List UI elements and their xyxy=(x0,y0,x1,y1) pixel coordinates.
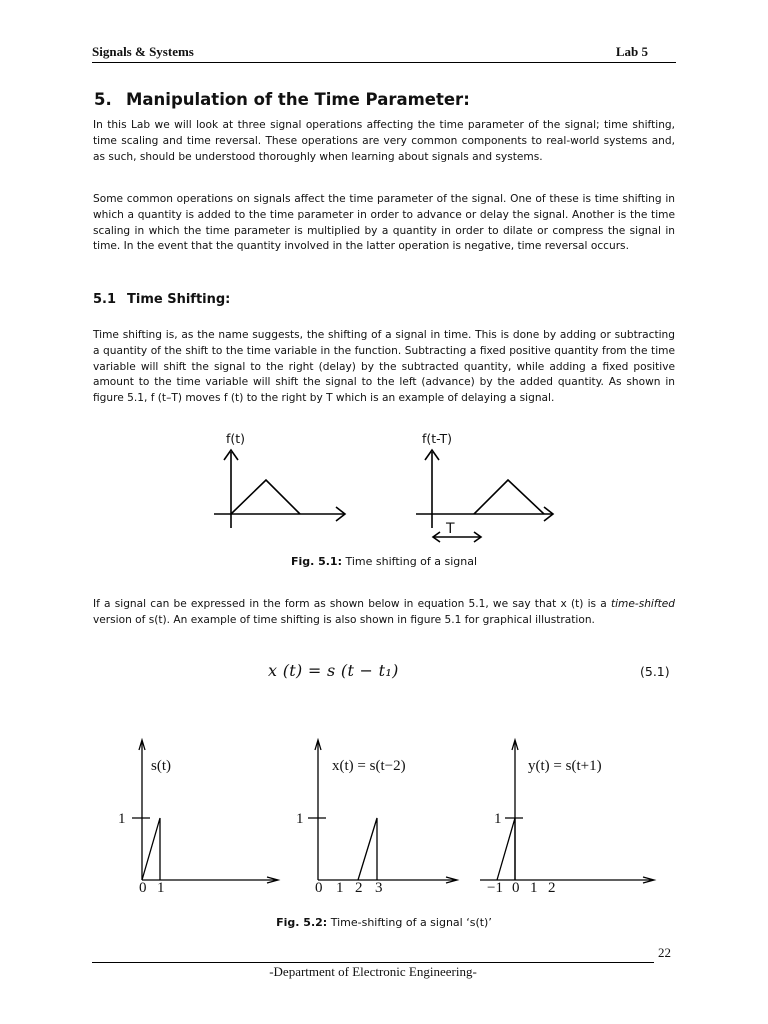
fig2-p3-x-tick-1: 0 xyxy=(512,880,520,896)
fig2-p1-x-tick-0: 0 xyxy=(139,880,147,896)
fig2-p2-title: x(t) = s(t−2) xyxy=(332,758,406,774)
fig2-p3-x-tick-3: 2 xyxy=(548,880,556,896)
eq-intro-emphasis: time-shifted xyxy=(610,598,675,610)
fig1-left-label: f(t) xyxy=(226,431,246,446)
fig2-p2-y-tick-label: 1 xyxy=(296,811,304,827)
intro-paragraph: In this Lab we will look at three signal operations affecting the time parameter of the signal; time shifting, time scaling and time reversal. These operations are very common components to real-world systems and, as such, should be understood thoroughly when learning about signals and systems. xyxy=(93,119,675,163)
fig2-p3-y-tick-label: 1 xyxy=(494,811,502,827)
figure-5-2-caption xyxy=(0,916,768,929)
fig2-p2-ramp xyxy=(358,818,377,880)
fig1-shift-label: T xyxy=(446,521,455,537)
footer-rule xyxy=(92,962,654,963)
fig2-p1-title: s(t) xyxy=(151,758,171,774)
fig2-p1-x-tick-1: 1 xyxy=(157,880,165,896)
subsection-number: 5.1 xyxy=(93,292,117,307)
fig2-p3-ramp xyxy=(497,818,515,880)
fig2-p3-title: y(t) = s(t+1) xyxy=(528,758,602,774)
fig2-p3-x-tick-0: −1 xyxy=(487,880,503,896)
subsection-title: Time Shifting: xyxy=(127,292,231,307)
header-course: Signals & Systems xyxy=(92,44,194,59)
fig1-caption-label: Fig. 5.1: xyxy=(290,555,342,568)
eq-intro-part-a: If a signal can be expressed in the form as shown below in equation 5.1, we say that x (t) is a xyxy=(93,598,611,610)
section-number: 5. xyxy=(94,90,112,109)
fig2-p2-x-tick-1: 1 xyxy=(336,880,344,896)
equation-5-1: x (t) = s (t − t₁) xyxy=(268,661,399,680)
section-title: Manipulation of the Time Parameter: xyxy=(126,90,470,109)
fig2-p1-y-tick-label: 1 xyxy=(118,811,126,827)
fig1-caption-text: Time shifting of a signal xyxy=(342,555,478,568)
page-number: 22 xyxy=(658,945,671,960)
fig2-caption-text: Time-shifting of a signal ‘s(t)’ xyxy=(327,916,492,929)
fig2-p3-x-tick-2: 1 xyxy=(530,880,538,896)
header-lab: Lab 5 xyxy=(615,44,648,59)
fig2-p1-ramp xyxy=(142,818,160,880)
fig2-p2-x-tick-0: 0 xyxy=(315,880,323,896)
equation-number: (5.1) xyxy=(640,664,670,679)
time-shifting-paragraph: Time shifting is, as the name suggests, the shifting of a signal in time. This is done by adding or subtracting a quantity of the shift to the time variable in the function. Subtracting a fixed positive quantity from the time variable will shift the signal to the right (delay) by the subtracted quantity, while adding a fixed positive amount to the time variable will shift the signal to the left (advance) by the added quantity. As shown in figure 5.1, f (t–T) moves f (t) to the right by T which is an example of delaying a signal. xyxy=(93,329,675,405)
fig1-right-label: f(t-T) xyxy=(422,431,453,446)
operations-paragraph: Some common operations on signals affect the time parameter of the signal. One of these is time shifting in which a quantity is added to the time parameter in order to advance or delay the signal. Another is the time scaling in which the time parameter is multiplied by a quantity in order to dilate or compress the signal in time. In the event that the quantity involved in the latter operation is negative, time reversal occurs. xyxy=(93,193,675,253)
footer-department: -Department of Electronic Engineering- xyxy=(269,964,477,979)
fig2-p2-x-tick-2: 2 xyxy=(355,880,363,896)
fig2-caption-label: Fig. 5.2: xyxy=(276,916,328,929)
eq-intro-part-b: version of s(t). An example of time shifting is also shown in figure 5.1 for graphical illustration. xyxy=(93,613,595,626)
fig2-p2-x-tick-3: 3 xyxy=(375,880,383,896)
